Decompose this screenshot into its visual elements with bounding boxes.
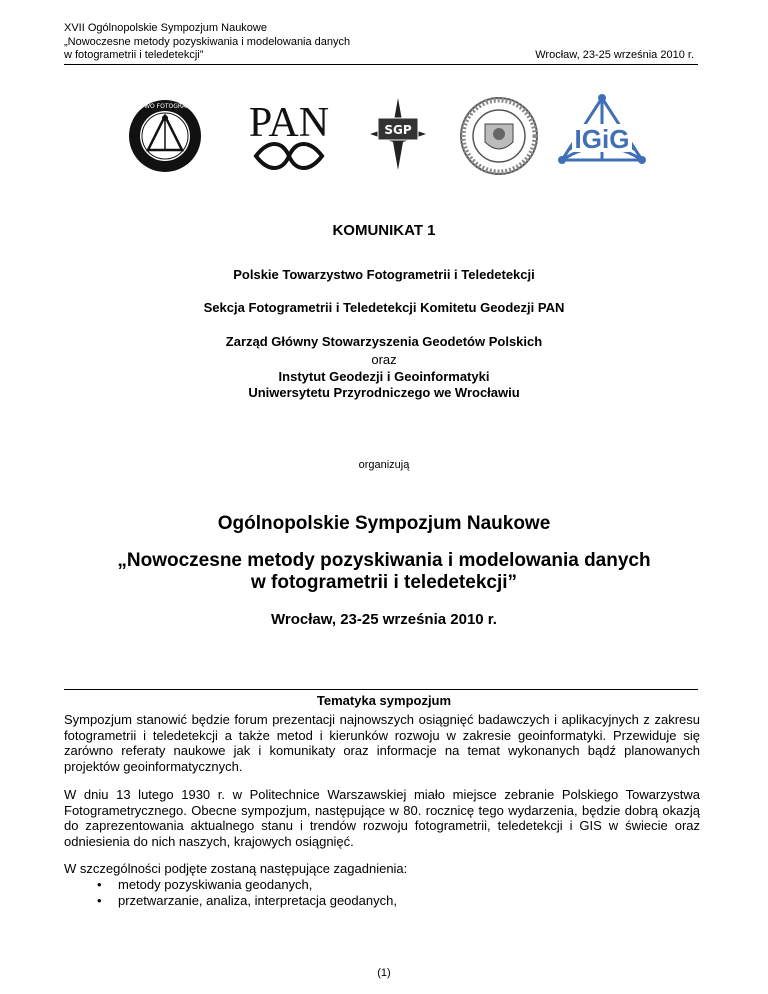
university-seal-logo	[459, 96, 539, 176]
ptfit-logo	[106, 98, 224, 174]
section-heading: Tematyka sympozjum	[316, 693, 452, 708]
event-title	[64, 550, 704, 594]
event-title-line-1: „Nowoczesne metody pozyskiwania i modelowania danych	[117, 550, 651, 571]
igig-logo	[556, 94, 648, 174]
logo-row	[0, 92, 768, 172]
organizer-igig-line-1: Instytut Geodezji i Geoinformatyki	[278, 369, 490, 384]
bullet-icon: •	[97, 892, 102, 908]
organizer-ptfit: Polskie Towarzystwo Fotogrametrii i Teledetekcji	[233, 267, 535, 282]
list-item-text: przetwarzanie, analiza, interpretacja geodanych,	[118, 892, 397, 908]
organizer-sgp: Zarząd Główny Stowarzyszenia Geodetów Polskich	[225, 334, 543, 349]
paragraph-3: W szczególności podjęte zostaną następujące zagadnienia:	[64, 861, 408, 876]
list-item	[64, 877, 397, 893]
bullet-icon: •	[97, 877, 102, 892]
komunikat-heading: KOMUNIKAT 1	[332, 222, 436, 239]
page-number: (1)	[377, 967, 391, 979]
igig-logo-text: IGiG	[574, 124, 630, 154]
event-title-line-2: w fotogrametrii i teledetekcji”	[250, 572, 518, 593]
section-divider	[64, 689, 698, 690]
topics-list	[64, 877, 397, 908]
organizer-igig	[64, 369, 704, 401]
pan-logo	[236, 94, 342, 174]
organizuja-text: organizują	[358, 459, 410, 471]
organizer-pan: Sekcja Fotogrametrii i Teledetekcji Komitetu Geodezji PAN	[203, 300, 565, 315]
organizer-igig-line-2: Uniwersytetu Przyrodniczego we Wrocławiu	[248, 385, 520, 400]
oraz-text: oraz	[371, 352, 397, 367]
paragraph-1: Sympozjum stanowić będzie forum prezentacji najnowszych osiągnięć badawczych i aplikacyjnych z zakresu fotogrametrii i teledetekcji a także metod i kierunków rozwoju w zakresie geoinformatyki. Przewiduje się zarówno referaty naukowe jak i komunikaty oraz informacje na temat wykonanych bądź planowanych projektów geoinformatycznych.	[64, 712, 700, 774]
pan-logo-text: PAN	[248, 100, 330, 146]
sgp-logo	[370, 98, 426, 170]
list-item-text: metody pozyskiwania geodanych,	[118, 877, 313, 892]
event-date: Wrocław, 23-25 września 2010 r.	[271, 611, 497, 628]
sgp-logo-text: SGP	[384, 123, 412, 137]
paragraph-2: W dniu 13 lutego 1930 r. w Politechnice Warszawskiej miało miejsce zebranie Polskiego Towarzystwa Fotogrametrycznego. Obecne sympozjum, następujące w 80. rocznicę tego wydarzenia, będzie dobrą okazją do zaprezentowania aktualnego stanu i trendów rozwoju fotogrametrii, teledetekcji i GIS w świecie oraz odniesienia do nich naszych, krajowych osiągnięć.	[64, 787, 700, 849]
ptfit-ring-text: TOWARZYSTWO FOTOGRAMETRII 1930	[106, 103, 224, 110]
running-header	[64, 22, 350, 63]
header-date: Wrocław, 23-25 września 2010 r.	[535, 49, 694, 61]
header-line-1: XVII Ogólnopolskie Sympozjum Naukowe	[64, 22, 267, 34]
header-divider	[64, 64, 698, 65]
header-line-2: „Nowoczesne metody pozyskiwania i modelowania danych	[64, 35, 351, 48]
header-line-3: w fotogrametrii i teledetekcji”	[64, 49, 204, 61]
event-name: Ogólnopolskie Sympozjum Naukowe	[217, 513, 551, 534]
list-item	[64, 893, 397, 909]
